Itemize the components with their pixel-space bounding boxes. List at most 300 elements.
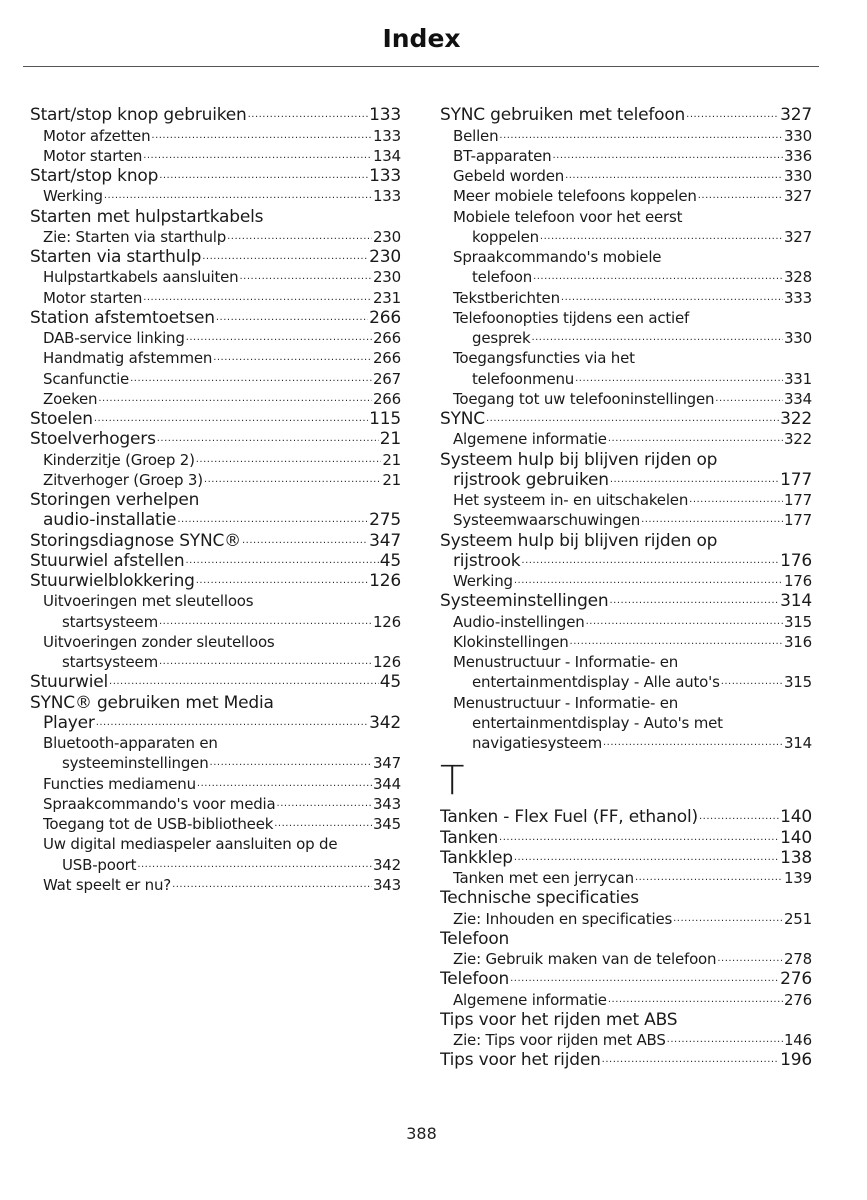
page-reference: 231 xyxy=(372,288,401,307)
index-entry xyxy=(440,591,812,611)
index-subentry xyxy=(440,733,812,753)
dot-leader xyxy=(602,1053,779,1067)
dot-leader xyxy=(499,129,783,143)
entry-text: Player xyxy=(43,712,95,733)
page-reference: 196 xyxy=(780,1050,812,1071)
entry-text: Telefoon xyxy=(440,928,510,949)
index-entry xyxy=(30,247,401,267)
dot-leader xyxy=(699,810,779,824)
entry-text: Motor afzetten xyxy=(43,126,151,145)
index-subentry xyxy=(30,814,401,834)
page-reference: 266 xyxy=(372,389,401,408)
dot-leader xyxy=(98,392,372,406)
entry-text: Technische specificaties xyxy=(440,888,639,909)
dot-leader xyxy=(277,797,372,811)
page-reference: 327 xyxy=(780,105,812,126)
index-entry xyxy=(440,551,812,571)
page-reference: 230 xyxy=(369,247,401,267)
page-reference: 45 xyxy=(379,672,401,693)
page-reference: 347 xyxy=(369,530,401,551)
entry-text: Telefoon xyxy=(440,969,510,990)
entry-text: rijstrook xyxy=(453,550,521,571)
index-subentry xyxy=(30,328,401,348)
index-section-letter: T xyxy=(440,758,465,804)
entry-text: Zitverhoger (Groep 3) xyxy=(43,470,203,489)
dot-leader xyxy=(565,169,783,183)
entry-text: Tanken xyxy=(440,827,499,848)
entry-text: startsysteem xyxy=(62,612,158,631)
index-subentry xyxy=(30,854,401,874)
page-reference: 146 xyxy=(783,1031,812,1049)
dot-leader xyxy=(197,777,372,791)
page-reference: 133 xyxy=(369,166,401,186)
entry-text: Meer mobiele telefoons koppelen xyxy=(453,187,697,206)
entry-text: Systeem hulp bij blijven rijden op xyxy=(440,449,718,470)
entry-text: Toegang tot de USB-bibliotheek xyxy=(43,815,274,833)
index-subentry xyxy=(440,125,812,145)
index-entry xyxy=(30,409,401,429)
index-entry xyxy=(440,105,812,125)
page-reference: 333 xyxy=(783,288,812,307)
page-reference: 347 xyxy=(372,754,401,773)
dot-leader xyxy=(204,473,381,487)
entry-text: SYNC® gebruiken met Media xyxy=(30,692,274,713)
entry-text: Toegangsfuncties via het xyxy=(453,349,635,368)
page-reference: 177 xyxy=(783,511,812,530)
dot-leader xyxy=(185,554,378,568)
dot-leader xyxy=(159,169,368,183)
dot-leader xyxy=(240,270,372,284)
dot-leader xyxy=(531,331,783,345)
entry-text: Gebeld worden xyxy=(453,167,565,185)
dot-leader xyxy=(608,432,783,446)
dot-leader xyxy=(586,615,783,629)
page-reference: 176 xyxy=(780,550,812,571)
dot-leader xyxy=(540,230,783,244)
dot-leader xyxy=(610,473,779,487)
entry-text: Zie: Inhouden en specificaties xyxy=(453,909,673,928)
entry-text: Hulpstartkabels aansluiten xyxy=(43,268,239,287)
page-reference: 276 xyxy=(780,969,812,990)
page-reference: 177 xyxy=(780,469,812,490)
entry-text: Tekstberichten xyxy=(453,288,560,307)
index-subentry xyxy=(440,227,812,247)
entry-text: Handmatig afstemmen xyxy=(43,349,213,368)
entry-text: Stuurwielblokkering xyxy=(30,571,195,591)
entry-text: entertainmentdisplay - Alle auto's xyxy=(472,673,720,692)
entry-text: Storingen verhelpen xyxy=(30,490,200,510)
index-entry xyxy=(440,1050,812,1070)
entry-text: telefoonmenu xyxy=(472,369,575,388)
index-subentry xyxy=(30,348,401,368)
entry-text: Uitvoeringen zonder sleutelloos xyxy=(43,632,275,651)
entry-text: Tips voor het rijden xyxy=(440,1050,601,1071)
index-subentry xyxy=(440,713,812,733)
entry-text: Spraakcommando's mobiele xyxy=(453,248,662,266)
index-subentry xyxy=(30,186,401,206)
page-reference: 133 xyxy=(372,187,401,206)
page-reference: 330 xyxy=(783,167,812,185)
dot-leader xyxy=(172,878,372,892)
page-reference: 133 xyxy=(369,105,401,126)
dot-leader xyxy=(686,108,779,122)
dot-leader xyxy=(510,972,779,986)
dot-leader xyxy=(202,250,368,264)
index-entry xyxy=(440,848,812,868)
index-subentry xyxy=(440,989,812,1009)
entry-text: Algemene informatie xyxy=(453,430,607,449)
entry-text: Kinderzitje (Groep 2) xyxy=(43,450,195,469)
page-title: Index xyxy=(382,24,461,53)
entry-text: Spraakcommando's voor media xyxy=(43,794,276,813)
index-entry xyxy=(440,409,812,429)
index-subentry xyxy=(440,632,812,652)
index-subentry xyxy=(440,308,812,328)
dot-leader xyxy=(499,831,779,845)
entry-text: Telefoonopties tijdens een actief xyxy=(453,308,690,327)
index-subentry xyxy=(440,287,812,307)
index-subentry xyxy=(440,247,812,267)
dot-leader xyxy=(667,1033,783,1047)
index-subentry xyxy=(440,389,812,409)
dot-leader xyxy=(94,412,368,426)
entry-text: Menustructuur - Informatie- en xyxy=(453,693,679,712)
index-subentry xyxy=(30,611,401,631)
index-subentry xyxy=(30,227,401,247)
entry-text: Station afstemtoetsen xyxy=(30,307,215,328)
entry-text: Menustructuur - Informatie- en xyxy=(453,653,679,671)
page-reference: 139 xyxy=(783,869,812,887)
entry-text: Tankklep xyxy=(440,847,513,868)
dot-leader xyxy=(242,534,368,548)
entry-text: USB-poort xyxy=(62,855,137,874)
page-reference: 133 xyxy=(372,126,401,145)
index-entry xyxy=(440,470,812,490)
dot-leader xyxy=(715,392,783,406)
index-entry xyxy=(440,827,812,847)
dot-leader xyxy=(603,736,783,750)
index-subentry xyxy=(30,449,401,469)
index-subentry xyxy=(440,328,812,348)
page-reference: 342 xyxy=(369,712,401,733)
entry-text: Algemene informatie xyxy=(453,990,607,1009)
page-reference: 140 xyxy=(780,807,812,828)
entry-text: gesprek xyxy=(472,329,531,347)
index-subentry xyxy=(30,146,401,166)
index-entry xyxy=(30,672,401,692)
entry-text: Het systeem in- en uitschakelen xyxy=(453,491,689,509)
index-column-right xyxy=(440,105,812,1070)
index-entry xyxy=(440,888,812,908)
index-subentry xyxy=(30,753,401,773)
page-reference: 115 xyxy=(369,409,401,429)
dot-leader xyxy=(143,149,372,163)
index-subentry xyxy=(30,773,401,793)
entry-text: Werking xyxy=(453,572,513,590)
entry-text: startsysteem xyxy=(62,653,158,671)
page-reference: 314 xyxy=(780,591,812,612)
entry-text: DAB-service linking xyxy=(43,329,185,347)
index-subentry xyxy=(440,868,812,888)
entry-text: Stuurwiel xyxy=(30,672,109,693)
index-subentry xyxy=(440,908,812,928)
page-reference: 334 xyxy=(783,389,812,408)
page-reference: 176 xyxy=(783,572,812,590)
dot-leader xyxy=(196,574,368,588)
dot-leader xyxy=(159,615,372,629)
entry-text: Tips voor het rijden met ABS xyxy=(440,1009,678,1030)
entry-text: telefoon xyxy=(472,268,533,287)
page-reference: 21 xyxy=(382,450,401,469)
dot-leader xyxy=(514,851,779,865)
page-reference: 328 xyxy=(783,268,812,287)
entry-text: Functies mediamenu xyxy=(43,774,196,793)
page-reference: 314 xyxy=(783,734,812,752)
index-entry xyxy=(30,308,401,328)
index-subentry xyxy=(440,652,812,672)
page-reference: 45 xyxy=(379,550,401,571)
entry-text: Klokinstellingen xyxy=(453,632,569,651)
index-column-left xyxy=(30,105,401,895)
dot-leader xyxy=(159,655,372,669)
entry-text: Systeem hulp bij blijven rijden op xyxy=(440,530,718,551)
dot-leader xyxy=(196,453,382,467)
index-subentry xyxy=(440,206,812,226)
entry-text: Stoelverhogers xyxy=(30,429,156,450)
entry-text: systeeminstellingen xyxy=(62,754,209,773)
page-reference: 138 xyxy=(780,847,812,868)
entry-text: Starten met hulpstartkabels xyxy=(30,206,264,227)
entry-text: koppelen xyxy=(472,227,539,246)
dot-leader xyxy=(575,372,783,386)
dot-leader xyxy=(177,513,368,527)
page-reference: 278 xyxy=(783,950,812,968)
dot-leader xyxy=(216,311,368,325)
page-reference: 21 xyxy=(379,429,401,450)
page-reference: 344 xyxy=(372,774,401,793)
entry-text: Storingsdiagnose SYNC® xyxy=(30,530,241,551)
dot-leader xyxy=(186,331,372,345)
index-subentry xyxy=(30,591,401,611)
entry-text: Wat speelt er nu? xyxy=(43,875,172,894)
dot-leader xyxy=(130,372,372,386)
dot-leader xyxy=(151,129,372,143)
page-reference: 266 xyxy=(369,307,401,328)
index-entry xyxy=(440,807,812,827)
page-reference: 251 xyxy=(783,909,812,928)
index-subentry xyxy=(440,267,812,287)
dot-leader xyxy=(608,993,783,1007)
entry-text: audio-installatie xyxy=(43,510,177,531)
entry-text: Motor starten xyxy=(43,288,143,307)
dot-leader xyxy=(514,574,783,588)
index-entry xyxy=(30,490,401,510)
index-subentry xyxy=(440,186,812,206)
index-subentry xyxy=(440,510,812,530)
entry-text: BT-apparaten xyxy=(453,146,552,165)
index-entry xyxy=(30,571,401,591)
index-subentry xyxy=(30,287,401,307)
page-reference: 322 xyxy=(780,409,812,429)
page-reference: 275 xyxy=(369,510,401,531)
page-reference: 177 xyxy=(783,491,812,509)
index-entry xyxy=(440,530,812,550)
dot-leader xyxy=(486,412,779,426)
page-reference: 336 xyxy=(783,146,812,165)
page-reference: 343 xyxy=(372,875,401,894)
dot-leader xyxy=(137,858,372,872)
index-subentry xyxy=(30,794,401,814)
page-reference: 266 xyxy=(372,329,401,347)
index-subentry xyxy=(30,267,401,287)
dot-leader xyxy=(274,817,372,831)
dot-leader xyxy=(213,351,372,365)
page-reference: 126 xyxy=(372,653,401,671)
dot-leader xyxy=(553,149,783,163)
entry-text: Zie: Gebruik maken van de telefoon xyxy=(453,950,717,968)
page-reference: 266 xyxy=(372,349,401,368)
index-subentry xyxy=(440,166,812,186)
index-subentry xyxy=(30,632,401,652)
index-entry xyxy=(30,713,401,733)
dot-leader xyxy=(227,230,372,244)
index-entry xyxy=(30,530,401,550)
entry-text: Zie: Tips voor rijden met ABS xyxy=(453,1031,666,1049)
dot-leader xyxy=(570,635,783,649)
entry-text: Stoelen xyxy=(30,409,93,429)
dot-leader xyxy=(641,513,783,527)
index-subentry xyxy=(30,470,401,490)
entry-text: Motor starten xyxy=(43,146,143,165)
entry-text: Tanken - Flex Fuel (FF, ethanol) xyxy=(440,807,698,828)
index-subentry xyxy=(30,368,401,388)
index-subentry xyxy=(440,672,812,692)
page-reference: 330 xyxy=(783,126,812,145)
index-subentry xyxy=(440,146,812,166)
index-entry xyxy=(30,105,401,125)
index-entry xyxy=(30,166,401,186)
dot-leader xyxy=(521,554,779,568)
entry-text: Zoeken xyxy=(43,389,98,408)
dot-leader xyxy=(717,952,783,966)
index-subentry xyxy=(440,368,812,388)
page-reference: 327 xyxy=(783,227,812,246)
page-reference: 126 xyxy=(372,612,401,631)
page-number: 388 xyxy=(406,1124,437,1143)
page-reference: 21 xyxy=(382,470,401,489)
entry-text: Starten via starthulp xyxy=(30,247,202,267)
entry-text: Zie: Starten via starthulp xyxy=(43,227,227,246)
index-subentry xyxy=(440,429,812,449)
entry-text: Start/stop knop gebruiken xyxy=(30,105,247,126)
index-entry xyxy=(30,206,401,226)
entry-text: Bluetooth-apparaten en xyxy=(43,734,218,752)
index-subentry xyxy=(440,571,812,591)
dot-leader xyxy=(635,871,783,885)
page-reference: 140 xyxy=(780,827,812,848)
entry-text: Toegang tot uw telefooninstellingen xyxy=(453,389,715,408)
index-subentry xyxy=(30,834,401,854)
index-entry xyxy=(30,429,401,449)
index-entry xyxy=(440,449,812,469)
index-subentry xyxy=(30,389,401,409)
page-reference: 327 xyxy=(783,187,812,206)
entry-text: Uw digital mediaspeler aansluiten op de xyxy=(43,835,338,854)
dot-leader xyxy=(210,756,372,770)
page-reference: 315 xyxy=(783,612,812,631)
index-subentry xyxy=(30,652,401,672)
index-subentry xyxy=(440,348,812,368)
index-subentry xyxy=(440,611,812,631)
dot-leader xyxy=(673,912,783,926)
page-reference: 126 xyxy=(369,571,401,591)
index-subentry xyxy=(30,733,401,753)
index-entry xyxy=(440,929,812,949)
page-reference: 342 xyxy=(372,855,401,874)
page-reference: 322 xyxy=(783,430,812,449)
entry-text: navigatiesysteem xyxy=(472,734,602,752)
dot-leader xyxy=(248,108,369,122)
page-reference: 230 xyxy=(372,268,401,287)
entry-text: SYNC xyxy=(440,409,485,429)
dot-leader xyxy=(610,594,780,608)
index-entry xyxy=(30,551,401,571)
index-entry xyxy=(30,510,401,530)
index-subentry xyxy=(30,875,401,895)
entry-text: entertainmentdisplay - Auto's met xyxy=(472,713,723,732)
page-reference: 276 xyxy=(783,990,812,1009)
page-reference: 267 xyxy=(372,369,401,388)
entry-text: Uitvoeringen met sleutelloos xyxy=(43,592,254,611)
index-entry xyxy=(30,692,401,712)
index-subentry xyxy=(440,490,812,510)
entry-text: Systeemwaarschuwingen xyxy=(453,511,641,530)
page-reference: 345 xyxy=(372,815,401,833)
dot-leader xyxy=(698,189,783,203)
entry-text: Bellen xyxy=(453,126,499,145)
entry-text: Mobiele telefoon voor het eerst xyxy=(453,207,683,226)
dot-leader xyxy=(96,716,368,730)
dot-leader xyxy=(104,189,372,203)
index-entry xyxy=(440,969,812,989)
entry-text: Tanken met een jerrycan xyxy=(453,869,634,887)
dot-leader xyxy=(157,432,379,446)
entry-text: Scanfunctie xyxy=(43,369,130,388)
title-divider xyxy=(23,66,819,67)
page-reference: 134 xyxy=(372,146,401,165)
entry-text: SYNC gebruiken met telefoon xyxy=(440,105,686,126)
dot-leader xyxy=(689,493,783,507)
page-reference: 331 xyxy=(783,369,812,388)
entry-text: Start/stop knop xyxy=(30,166,159,186)
index-subentry xyxy=(440,1030,812,1050)
dot-leader xyxy=(143,291,372,305)
entry-text: Stuurwiel afstellen xyxy=(30,550,185,571)
page-reference: 230 xyxy=(372,227,401,246)
page-reference: 316 xyxy=(783,632,812,651)
page-reference: 330 xyxy=(783,329,812,347)
dot-leader xyxy=(533,270,783,284)
index-subentry xyxy=(440,949,812,969)
dot-leader xyxy=(109,675,379,689)
entry-text: rijstrook gebruiken xyxy=(453,469,609,490)
entry-text: Audio-instellingen xyxy=(453,612,585,631)
page-reference: 343 xyxy=(372,794,401,813)
dot-leader xyxy=(561,291,783,305)
index-entry xyxy=(440,1010,812,1030)
dot-leader xyxy=(721,675,783,689)
page-reference: 315 xyxy=(783,673,812,692)
